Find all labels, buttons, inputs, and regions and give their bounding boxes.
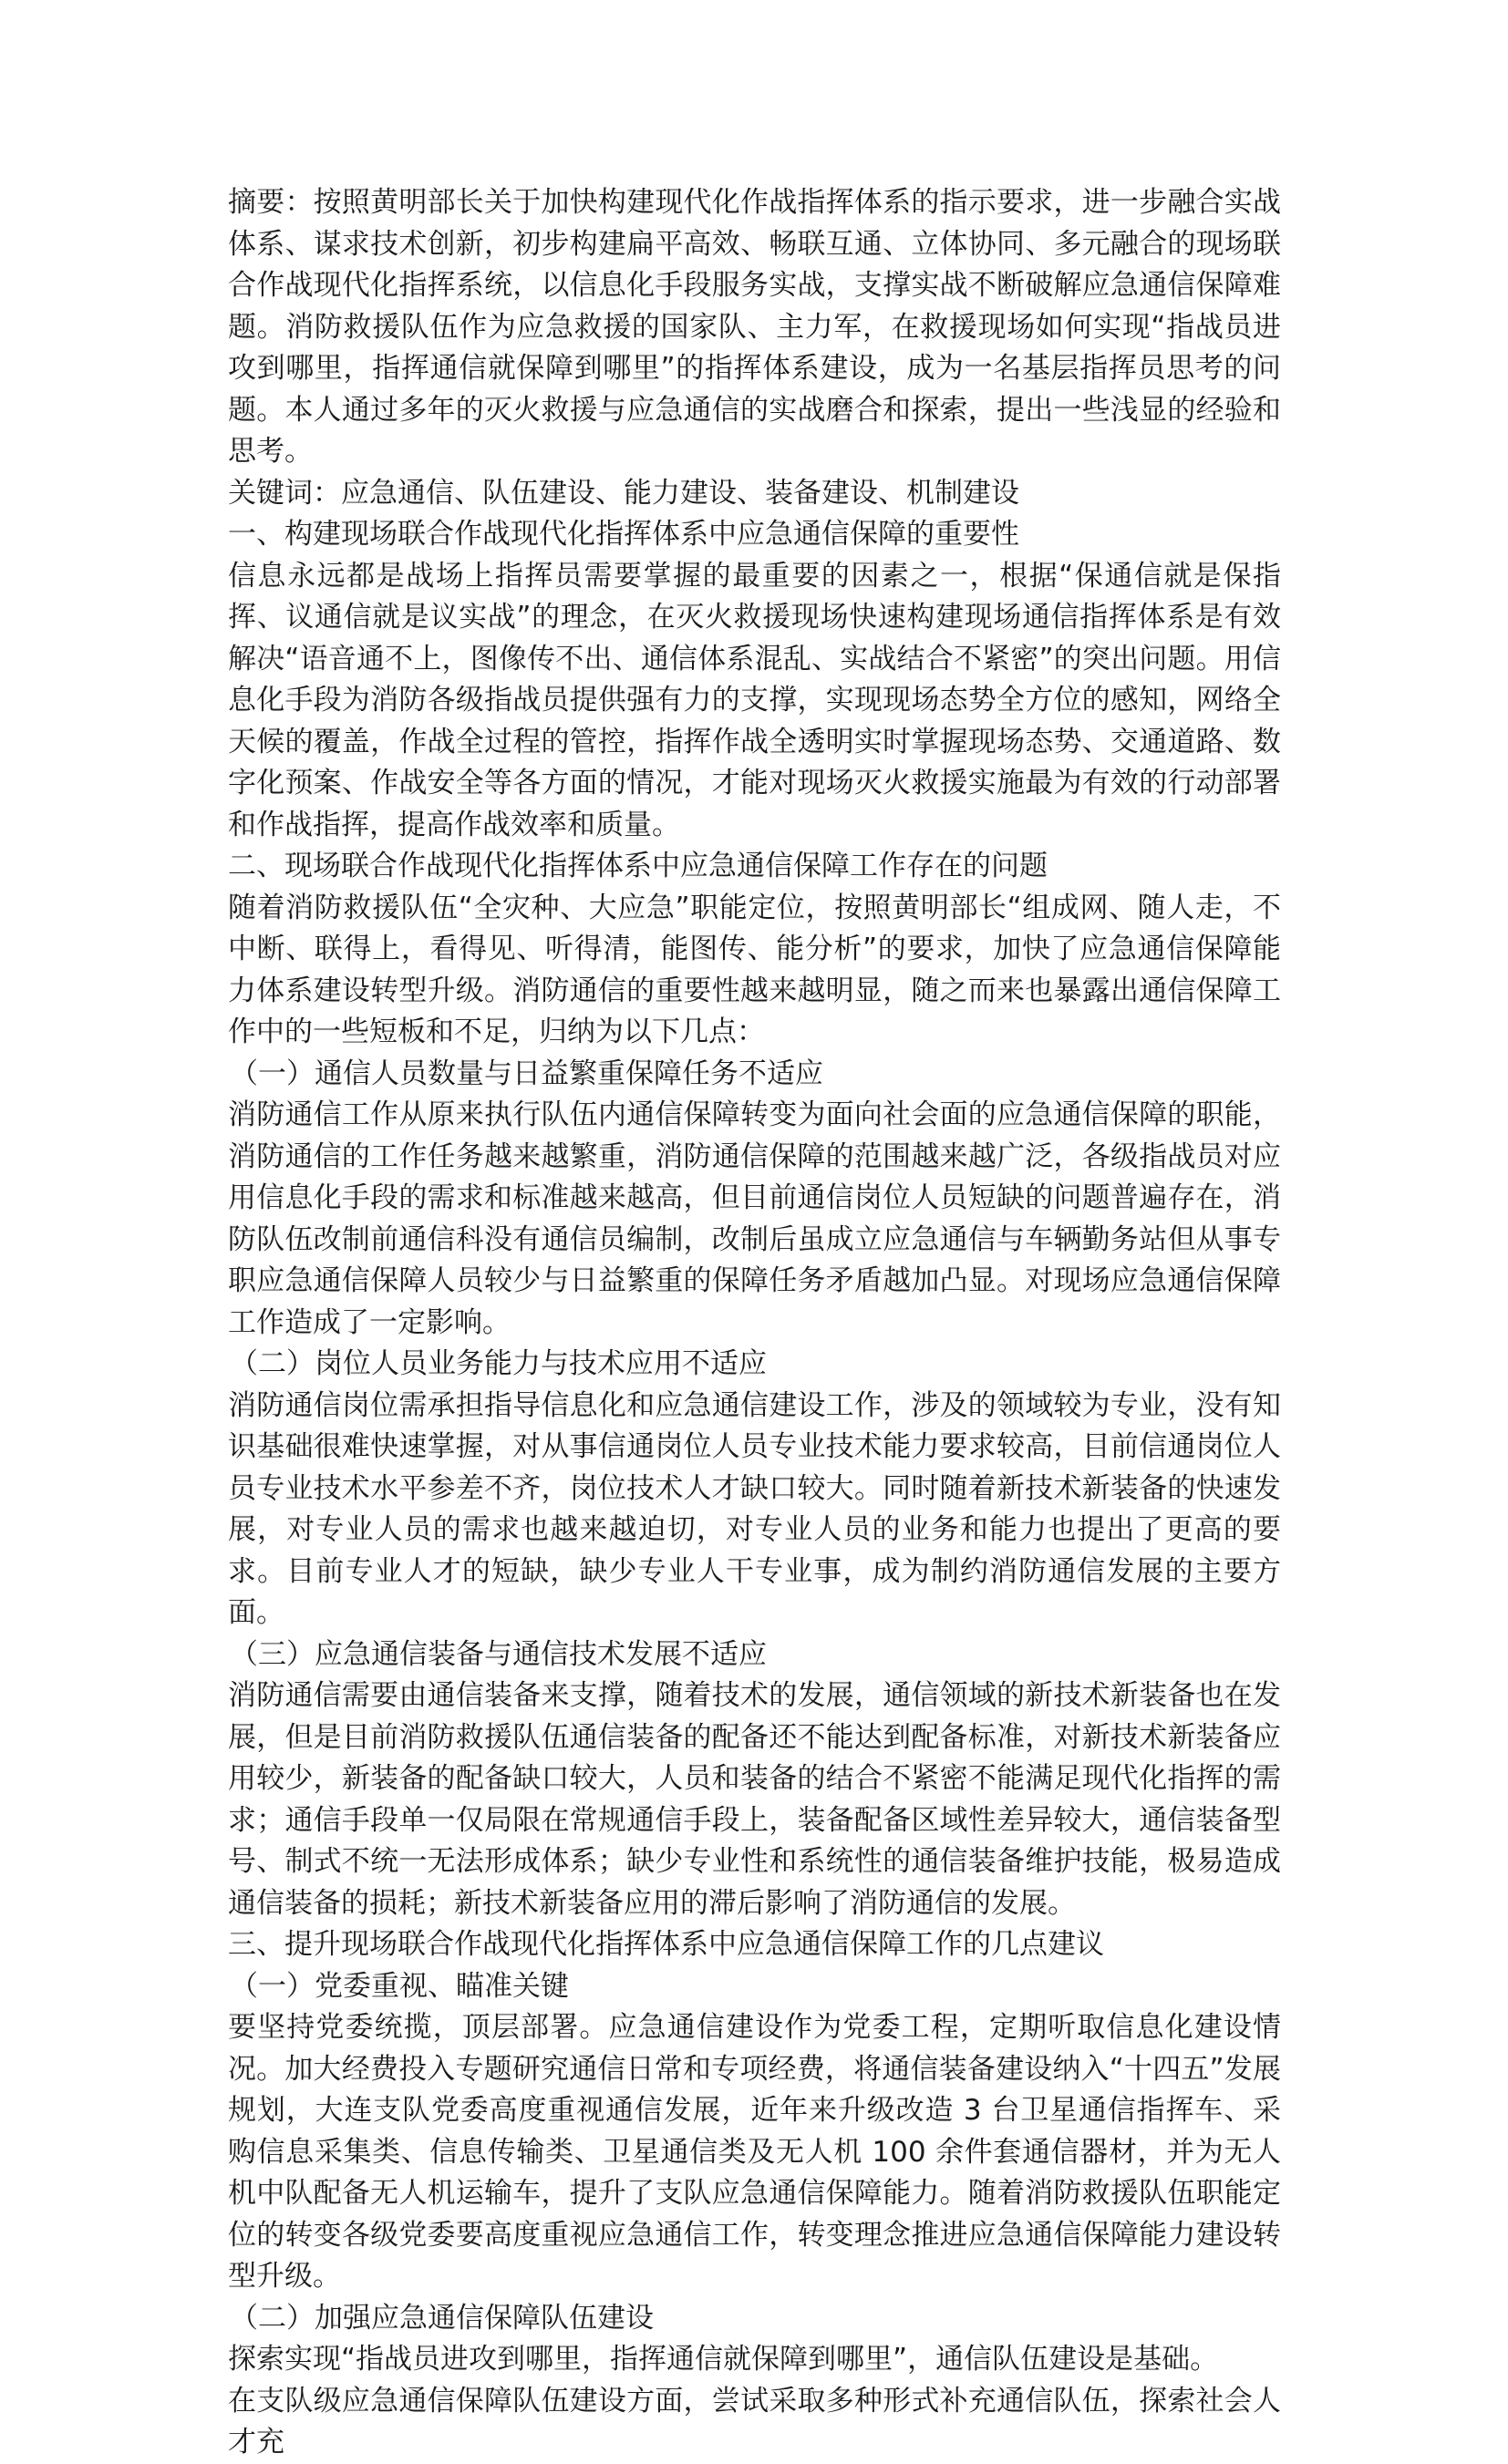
section-3-sub-2-heading: （二）加强应急通信保障队伍建设 [230, 2301, 654, 2335]
section-2-heading: 二、现场联合作战现代化指挥体系中应急通信保障工作存在的问题 [228, 850, 1048, 882]
document-page [228, 182, 1281, 2464]
section-2-sub-3-heading: （三）应急通信装备与通信技术发展不适应 [230, 1637, 767, 1671]
section-2-sub-1-body: 消防通信工作从原来执行队伍内通信保障转变为面向社会面的应急通信保障的职能，消防通信的工作任务越来越繁重，消防通信保障的范围越来越广泛，各级指战员对应用信息化手段的需求和标准越来越高，但目前通信岗位人员短缺的问题普遍存在，消防队伍改制前通信科没有通信员编制，改制后虽成立应急通信与车辆勤务站但从事专职应急通信保障人员较少与日益繁重的保障任务矛盾越加凸显。对现场应急通信保障工作造成了一定影响。 [228, 1098, 1281, 1339]
section-3-heading: 三、提升现场联合作战现代化指挥体系中应急通信保障工作的几点建议 [228, 1928, 1104, 1961]
keywords-line: 关键词：应急通信、队伍建设、能力建设、装备建设、机制建设 [228, 476, 1019, 510]
section-1-body: 信息永远都是战场上指挥员需要掌握的最重要的因素之一，根据“保通信就是保指挥、议通信就是议实战”的理念，在灭火救援现场快速构建现场通信指挥体系是有效解决“语音通不上，图像传不出、通信体系混乱、实战结合不紧密”的突出问题。用信息化手段为消防各级指战员提供强有力的支撑，实现现场态势全方位的感知，网络全天候的覆盖，作战全过程的管控，指挥作战全透明实时掌握现场态势、交通道路、数字化预案、作战安全等各方面的情况，才能对现场灭火救援实施最为有效的行动部署和作战指挥，提高作战效率和质量。 [228, 559, 1281, 841]
section-1-heading: 一、构建现场联合作战现代化指挥体系中应急通信保障的重要性 [228, 518, 1019, 551]
section-3-sub-1-heading: （一）党委重视、瞄准关键 [230, 1969, 569, 2003]
section-2-sub-2-body: 消防通信岗位需承担指导信息化和应急通信建设工作，涉及的领域较为专业，没有知识基础很难快速掌握，对从事信通岗位人员专业技术能力要求较高，目前信通岗位人员专业技术水平参差不齐，岗位技术人才缺口较大。同时随着新技术新装备的快速发展，对专业人员的需求也越来越迫切，对专业人员的业务和能力也提出了更高的要求。目前专业人才的短缺，缺少专业人干专业事，成为制约消防通信发展的主要方面。 [228, 1388, 1281, 1629]
section-2-sub-2-heading: （二）岗位人员业务能力与技术应用不适应 [230, 1347, 767, 1380]
section-2-sub-1-heading: （一）通信人员数量与日益繁重保障任务不适应 [230, 1057, 823, 1090]
abstract-paragraph: 摘要：按照黄明部长关于加快构建现代化作战指挥体系的指示要求，进一步融合实战体系、谋求技术创新，初步构建扁平高效、畅联互通、立体协同、多元融合的现场联合作战现代化指挥系统，以信息化手段服务实战，支撑实战不断破解应急通信保障难题。消防救援队伍作为应急救援的国家队、主力军，在救援现场如何实现“指战员进攻到哪里，指挥通信就保障到哪里”的指挥体系建设，成为一名基层指挥员思考的问题。本人通过多年的灭火救援与应急通信的实战磨合和探索，提出一些浅显的经验和思考。 [228, 186, 1281, 468]
section-2-body: 随着消防救援队伍“全灾种、大应急”职能定位，按照黄明部长“组成网、随人走，不中断、联得上，看得见、听得清，能图传、能分析”的要求，加快了应急通信保障能力体系建设转型升级。消防通信的重要性越来越明显，随之而来也暴露出通信保障工作中的一些短板和不足，归纳为以下几点： [228, 891, 1281, 1048]
section-3-sub-2-body-1: 探索实现“指战员进攻到哪里，指挥通信就保障到哪里”，通信队伍建设是基础。 [228, 2343, 1219, 2376]
section-3-sub-2-body-2: 在支队级应急通信保障队伍建设方面，尝试采取多种形式补充通信队伍，探索社会人才充 [228, 2384, 1281, 2459]
section-2-sub-3-body: 消防通信需要由通信装备来支撑，随着技术的发展，通信领域的新技术新装备也在发展，但是目前消防救援队伍通信装备的配备还不能达到配备标准，对新技术新装备应用较少，新装备的配备缺口较大，人员和装备的结合不紧密不能满足现代化指挥的需求；通信手段单一仅局限在常规通信手段上，装备配备区域性差异较大，通信装备型号、制式不统一无法形成体系；缺少专业性和系统性的通信装备维护技能，极易造成通信装备的损耗；新技术新装备应用的滞后影响了消防通信的发展。 [228, 1679, 1281, 1920]
section-3-sub-1-body: 要坚持党委统揽，顶层部署。应急通信建设作为党委工程，定期听取信息化建设情况。加大经费投入专题研究通信日常和专项经费，将通信装备建设纳入“十四五”发展规划，大连支队党委高度重视通信发展，近年来升级改造 3 台卫星通信指挥车、采购信息采集类、信息传输类、卫星通信类及无人机 100 余件套通信器材，并为无人机中队配备无人机运输车，提升了支队应急通信保障能力。随着消防救援队伍职能定位的转变各级党委要高度重视应急通信工作，转变理念推进应急通信保障能力建设转型升级。 [228, 2011, 1281, 2293]
